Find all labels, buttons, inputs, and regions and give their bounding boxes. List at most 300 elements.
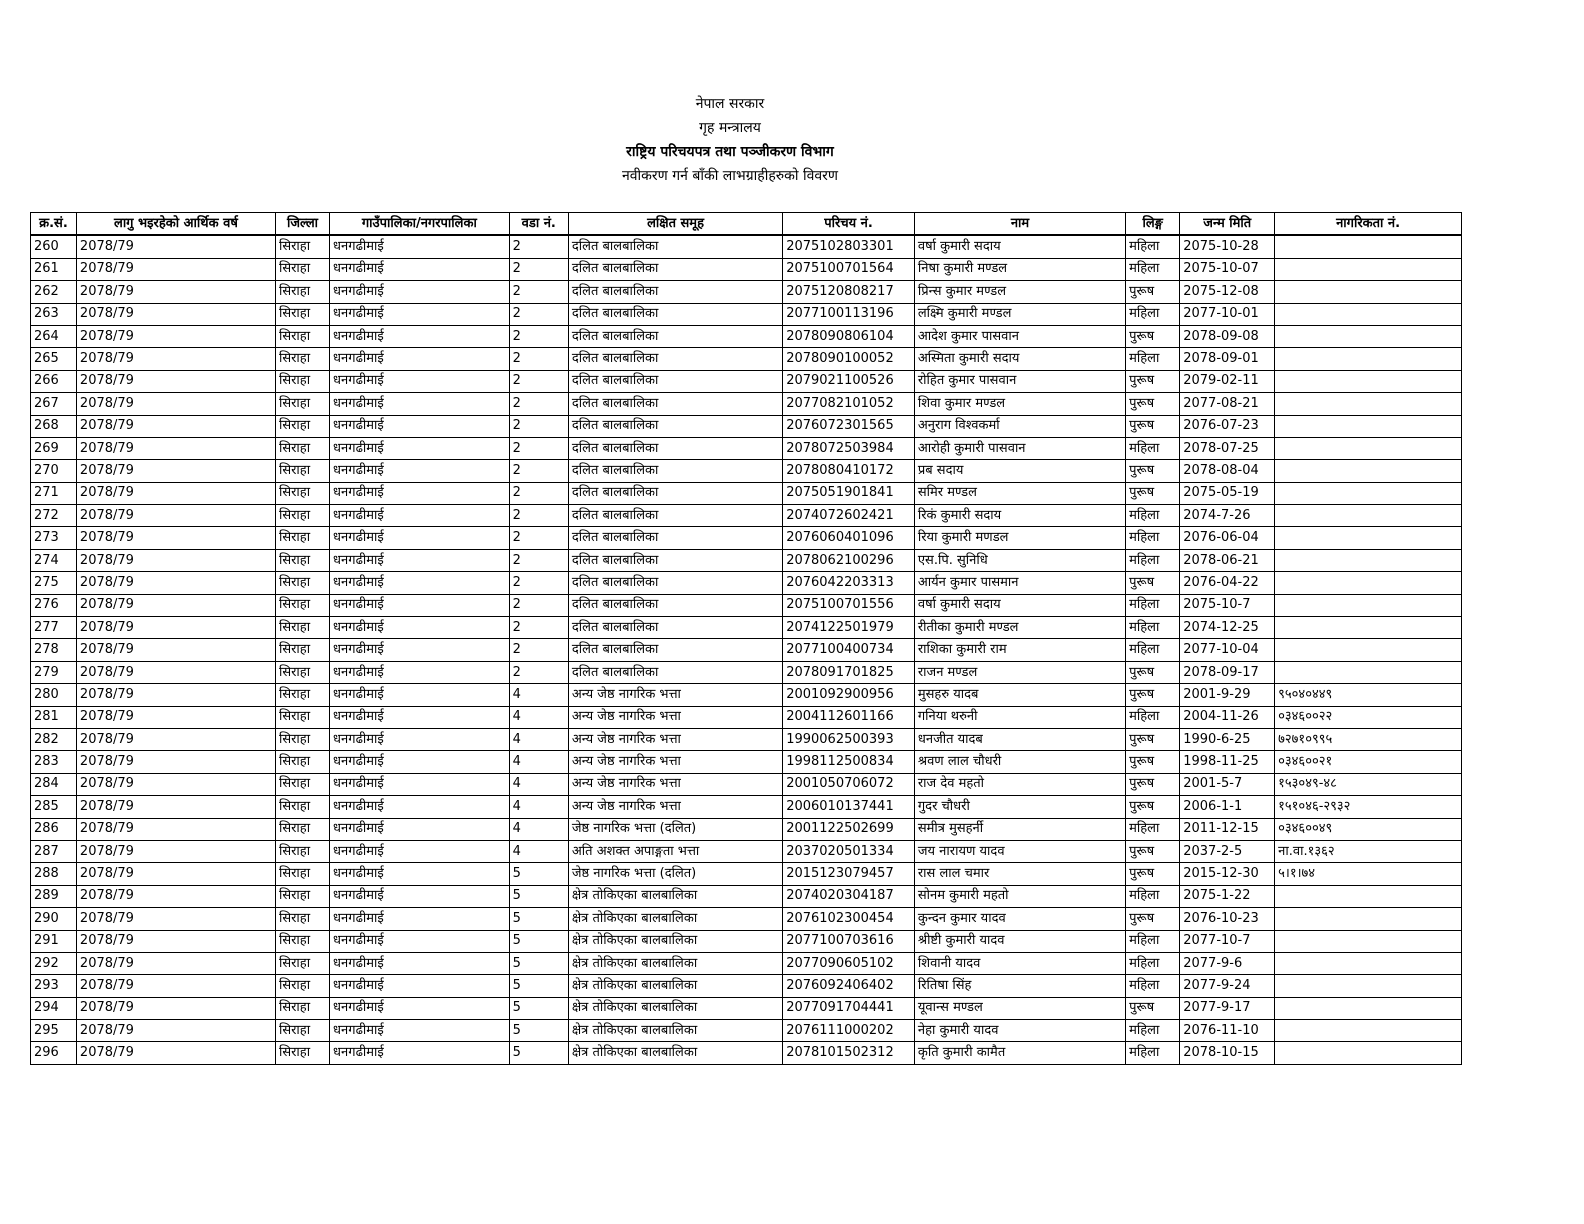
cell-id-number: 2078091701825 bbox=[783, 661, 915, 683]
cell-target-group: दलित बालबालिका bbox=[568, 572, 782, 594]
cell-birth-date: 2075-10-7 bbox=[1180, 594, 1275, 616]
cell-id-number: 2076060401096 bbox=[783, 527, 915, 549]
cell-birth-date: 2078-09-01 bbox=[1180, 348, 1275, 370]
cell-citizenship-number bbox=[1275, 460, 1462, 482]
header-department: राष्ट्रिय परिचयपत्र तथा पञ्जीकरण विभाग bbox=[626, 144, 834, 160]
cell-target-group: दलित बालबालिका bbox=[568, 281, 782, 303]
cell-target-group: क्षेत्र तोकिएका बालबालिका bbox=[568, 908, 782, 930]
cell-serial: 276 bbox=[31, 594, 77, 616]
cell-birth-date: 2077-10-7 bbox=[1180, 930, 1275, 952]
cell-id-number: 2076111000202 bbox=[783, 1020, 915, 1042]
cell-ward: 5 bbox=[509, 1042, 568, 1064]
cell-gender: महिला bbox=[1126, 706, 1180, 728]
cell-name: अस्मिता कुमारी सदाय bbox=[914, 348, 1125, 370]
cell-ward: 4 bbox=[509, 818, 568, 840]
cell-serial: 295 bbox=[31, 1020, 77, 1042]
cell-district: सिराहा bbox=[275, 885, 329, 907]
cell-citizenship-number bbox=[1275, 997, 1462, 1019]
cell-target-group: क्षेत्र तोकिएका बालबालिका bbox=[568, 930, 782, 952]
cell-fiscal-year: 2078/79 bbox=[76, 437, 275, 459]
cell-birth-date: 2077-9-6 bbox=[1180, 952, 1275, 974]
cell-ward: 2 bbox=[509, 437, 568, 459]
cell-target-group: क्षेत्र तोकिएका बालबालिका bbox=[568, 975, 782, 997]
cell-gender: महिला bbox=[1126, 303, 1180, 325]
cell-birth-date: 2078-09-08 bbox=[1180, 325, 1275, 347]
cell-name: राज देव महतो bbox=[914, 773, 1125, 795]
cell-gender: पुरूष bbox=[1126, 997, 1180, 1019]
cell-birth-date: 2076-04-22 bbox=[1180, 572, 1275, 594]
cell-birth-date: 2077-10-04 bbox=[1180, 639, 1275, 661]
table-row bbox=[31, 952, 1462, 974]
column-header-serial: क्र.सं. bbox=[31, 213, 77, 236]
cell-gender: महिला bbox=[1126, 818, 1180, 840]
cell-id-number: 2077100400734 bbox=[783, 639, 915, 661]
table-row bbox=[31, 773, 1462, 795]
cell-municipality: धनगढीमाई bbox=[330, 617, 510, 639]
cell-serial: 291 bbox=[31, 930, 77, 952]
cell-target-group: दलित बालबालिका bbox=[568, 370, 782, 392]
cell-citizenship-number bbox=[1275, 303, 1462, 325]
cell-district: सिराहा bbox=[275, 303, 329, 325]
cell-target-group: दलित बालबालिका bbox=[568, 348, 782, 370]
table-row bbox=[31, 885, 1462, 907]
cell-fiscal-year: 2078/79 bbox=[76, 617, 275, 639]
cell-target-group: दलित बालबालिका bbox=[568, 549, 782, 571]
cell-birth-date: 2078-09-17 bbox=[1180, 661, 1275, 683]
cell-target-group: दलित बालबालिका bbox=[568, 325, 782, 347]
cell-gender: पुरूष bbox=[1126, 415, 1180, 437]
cell-id-number: 2077100113196 bbox=[783, 303, 915, 325]
cell-gender: महिला bbox=[1126, 617, 1180, 639]
cell-birth-date: 2074-12-25 bbox=[1180, 617, 1275, 639]
cell-ward: 2 bbox=[509, 258, 568, 280]
cell-citizenship-number bbox=[1275, 549, 1462, 571]
cell-birth-date: 2075-05-19 bbox=[1180, 482, 1275, 504]
cell-name: जय नारायण यादव bbox=[914, 840, 1125, 862]
column-header-municipality: गाउँपालिका/नगरपालिका bbox=[330, 213, 510, 236]
cell-district: सिराहा bbox=[275, 773, 329, 795]
cell-id-number: 2074020304187 bbox=[783, 885, 915, 907]
cell-name: गनिया थरुनी bbox=[914, 706, 1125, 728]
cell-fiscal-year: 2078/79 bbox=[76, 235, 275, 258]
cell-citizenship-number bbox=[1275, 281, 1462, 303]
cell-name: आरोही कुमारी पासवान bbox=[914, 437, 1125, 459]
cell-target-group: क्षेत्र तोकिएका बालबालिका bbox=[568, 997, 782, 1019]
column-header-fiscal-year: लागु भइरहेको आर्थिक वर्ष bbox=[76, 213, 275, 236]
cell-municipality: धनगढीमाई bbox=[330, 773, 510, 795]
cell-name: कृति कुमारी कामैत bbox=[914, 1042, 1125, 1064]
cell-id-number: 2074122501979 bbox=[783, 617, 915, 639]
cell-serial: 290 bbox=[31, 908, 77, 930]
table-row bbox=[31, 728, 1462, 750]
cell-id-number: 2075100701556 bbox=[783, 594, 915, 616]
cell-name: रिया कुमारी मणडल bbox=[914, 527, 1125, 549]
cell-district: सिराहा bbox=[275, 393, 329, 415]
cell-id-number: 2001050706072 bbox=[783, 773, 915, 795]
document-header bbox=[0, 92, 1460, 188]
cell-municipality: धनगढीमाई bbox=[330, 661, 510, 683]
cell-gender: पुरूष bbox=[1126, 661, 1180, 683]
cell-target-group: दलित बालबालिका bbox=[568, 661, 782, 683]
cell-target-group: दलित बालबालिका bbox=[568, 617, 782, 639]
cell-citizenship-number bbox=[1275, 952, 1462, 974]
cell-birth-date: 2001-9-29 bbox=[1180, 684, 1275, 706]
column-header-citizenship-number: नागरिकता नं. bbox=[1275, 213, 1462, 236]
cell-fiscal-year: 2078/79 bbox=[76, 348, 275, 370]
cell-id-number: 2078090806104 bbox=[783, 325, 915, 347]
cell-fiscal-year: 2078/79 bbox=[76, 258, 275, 280]
cell-municipality: धनगढीमाई bbox=[330, 728, 510, 750]
cell-municipality: धनगढीमाई bbox=[330, 1020, 510, 1042]
cell-district: सिराहा bbox=[275, 706, 329, 728]
cell-serial: 283 bbox=[31, 751, 77, 773]
cell-id-number: 2076072301565 bbox=[783, 415, 915, 437]
table-row bbox=[31, 348, 1462, 370]
cell-serial: 271 bbox=[31, 482, 77, 504]
table-row bbox=[31, 303, 1462, 325]
cell-target-group: अन्य जेष्ठ नागरिक भत्ता bbox=[568, 751, 782, 773]
cell-serial: 272 bbox=[31, 505, 77, 527]
cell-id-number: 2015123079457 bbox=[783, 863, 915, 885]
cell-gender: महिला bbox=[1126, 258, 1180, 280]
cell-birth-date: 2077-10-01 bbox=[1180, 303, 1275, 325]
cell-birth-date: 2075-12-08 bbox=[1180, 281, 1275, 303]
cell-fiscal-year: 2078/79 bbox=[76, 863, 275, 885]
cell-district: सिराहा bbox=[275, 437, 329, 459]
cell-municipality: धनगढीमाई bbox=[330, 796, 510, 818]
cell-fiscal-year: 2078/79 bbox=[76, 549, 275, 571]
cell-target-group: दलित बालबालिका bbox=[568, 437, 782, 459]
cell-municipality: धनगढीमाई bbox=[330, 952, 510, 974]
cell-municipality: धनगढीमाई bbox=[330, 281, 510, 303]
cell-gender: पुरूष bbox=[1126, 840, 1180, 862]
cell-district: सिराहा bbox=[275, 415, 329, 437]
cell-district: सिराहा bbox=[275, 997, 329, 1019]
cell-name: लक्ष्मि कुमारी मण्डल bbox=[914, 303, 1125, 325]
cell-fiscal-year: 2078/79 bbox=[76, 773, 275, 795]
cell-municipality: धनगढीमाई bbox=[330, 460, 510, 482]
table-row bbox=[31, 617, 1462, 639]
cell-id-number: 2001092900956 bbox=[783, 684, 915, 706]
cell-municipality: धनगढीमाई bbox=[330, 527, 510, 549]
cell-ward: 2 bbox=[509, 661, 568, 683]
table-row bbox=[31, 505, 1462, 527]
cell-serial: 265 bbox=[31, 348, 77, 370]
cell-municipality: धनगढीमाई bbox=[330, 549, 510, 571]
cell-birth-date: 1998-11-25 bbox=[1180, 751, 1275, 773]
cell-target-group: दलित बालबालिका bbox=[568, 393, 782, 415]
cell-serial: 289 bbox=[31, 885, 77, 907]
cell-citizenship-number bbox=[1275, 437, 1462, 459]
cell-gender: पुरूष bbox=[1126, 572, 1180, 594]
cell-name: वर्षा कुमारी सदाय bbox=[914, 235, 1125, 258]
cell-serial: 261 bbox=[31, 258, 77, 280]
cell-ward: 2 bbox=[509, 460, 568, 482]
cell-municipality: धनगढीमाई bbox=[330, 482, 510, 504]
cell-gender: महिला bbox=[1126, 594, 1180, 616]
cell-id-number: 2076102300454 bbox=[783, 908, 915, 930]
cell-serial: 269 bbox=[31, 437, 77, 459]
cell-serial: 270 bbox=[31, 460, 77, 482]
cell-gender: पुरूष bbox=[1126, 728, 1180, 750]
cell-id-number: 2078062100296 bbox=[783, 549, 915, 571]
table-row bbox=[31, 482, 1462, 504]
cell-ward: 5 bbox=[509, 863, 568, 885]
table-row bbox=[31, 460, 1462, 482]
cell-id-number: 2079021100526 bbox=[783, 370, 915, 392]
cell-serial: 288 bbox=[31, 863, 77, 885]
cell-ward: 4 bbox=[509, 706, 568, 728]
cell-serial: 260 bbox=[31, 235, 77, 258]
cell-ward: 4 bbox=[509, 796, 568, 818]
column-header-id-number: परिचय नं. bbox=[783, 213, 915, 236]
cell-fiscal-year: 2078/79 bbox=[76, 930, 275, 952]
table-row bbox=[31, 415, 1462, 437]
cell-municipality: धनगढीमाई bbox=[330, 751, 510, 773]
table-row bbox=[31, 796, 1462, 818]
cell-ward: 2 bbox=[509, 594, 568, 616]
cell-district: सिराहा bbox=[275, 840, 329, 862]
cell-citizenship-number: १५१०४६-२९३२ bbox=[1275, 796, 1462, 818]
cell-citizenship-number bbox=[1275, 594, 1462, 616]
cell-birth-date: 2076-07-23 bbox=[1180, 415, 1275, 437]
cell-target-group: जेष्ठ नागरिक भत्ता (दलित) bbox=[568, 863, 782, 885]
cell-target-group: दलित बालबालिका bbox=[568, 527, 782, 549]
cell-serial: 280 bbox=[31, 684, 77, 706]
cell-district: सिराहा bbox=[275, 751, 329, 773]
cell-fiscal-year: 2078/79 bbox=[76, 505, 275, 527]
cell-gender: पुरूष bbox=[1126, 482, 1180, 504]
cell-target-group: दलित बालबालिका bbox=[568, 639, 782, 661]
table-row bbox=[31, 325, 1462, 347]
cell-serial: 273 bbox=[31, 527, 77, 549]
cell-ward: 5 bbox=[509, 885, 568, 907]
cell-district: सिराहा bbox=[275, 818, 329, 840]
cell-fiscal-year: 2078/79 bbox=[76, 460, 275, 482]
cell-gender: महिला bbox=[1126, 975, 1180, 997]
cell-municipality: धनगढीमाई bbox=[330, 415, 510, 437]
cell-fiscal-year: 2078/79 bbox=[76, 684, 275, 706]
table-row bbox=[31, 818, 1462, 840]
cell-citizenship-number: ०३४६००२१ bbox=[1275, 751, 1462, 773]
cell-district: सिराहा bbox=[275, 1042, 329, 1064]
cell-citizenship-number: ५।१।७४ bbox=[1275, 863, 1462, 885]
cell-birth-date: 2078-06-21 bbox=[1180, 549, 1275, 571]
cell-gender: महिला bbox=[1126, 885, 1180, 907]
cell-birth-date: 2076-11-10 bbox=[1180, 1020, 1275, 1042]
table-row bbox=[31, 863, 1462, 885]
cell-gender: महिला bbox=[1126, 1042, 1180, 1064]
table-row bbox=[31, 997, 1462, 1019]
cell-birth-date: 2075-10-07 bbox=[1180, 258, 1275, 280]
cell-gender: पुरूष bbox=[1126, 281, 1180, 303]
cell-name: रिकं कुमारी सदाय bbox=[914, 505, 1125, 527]
cell-serial: 293 bbox=[31, 975, 77, 997]
cell-target-group: दलित बालबालिका bbox=[568, 415, 782, 437]
cell-target-group: दलित बालबालिका bbox=[568, 594, 782, 616]
cell-gender: महिला bbox=[1126, 348, 1180, 370]
cell-name: वर्षा कुमारी सदाय bbox=[914, 594, 1125, 616]
cell-gender: महिला bbox=[1126, 235, 1180, 258]
table-row bbox=[31, 908, 1462, 930]
cell-target-group: अन्य जेष्ठ नागरिक भत्ता bbox=[568, 684, 782, 706]
cell-target-group: दलित बालबालिका bbox=[568, 482, 782, 504]
cell-municipality: धनगढीमाई bbox=[330, 908, 510, 930]
table-row bbox=[31, 258, 1462, 280]
cell-citizenship-number bbox=[1275, 661, 1462, 683]
cell-ward: 2 bbox=[509, 325, 568, 347]
cell-citizenship-number bbox=[1275, 415, 1462, 437]
cell-fiscal-year: 2078/79 bbox=[76, 527, 275, 549]
cell-id-number: 2078080410172 bbox=[783, 460, 915, 482]
cell-district: सिराहा bbox=[275, 661, 329, 683]
table-header-row bbox=[31, 213, 1462, 236]
cell-name: आर्यन कुमार पासमान bbox=[914, 572, 1125, 594]
cell-citizenship-number bbox=[1275, 348, 1462, 370]
column-header-target-group: लक्षित समूह bbox=[568, 213, 782, 236]
cell-id-number: 2076092406402 bbox=[783, 975, 915, 997]
cell-gender: पुरूष bbox=[1126, 751, 1180, 773]
cell-birth-date: 2074-7-26 bbox=[1180, 505, 1275, 527]
cell-birth-date: 2015-12-30 bbox=[1180, 863, 1275, 885]
cell-serial: 266 bbox=[31, 370, 77, 392]
cell-fiscal-year: 2078/79 bbox=[76, 997, 275, 1019]
cell-fiscal-year: 2078/79 bbox=[76, 818, 275, 840]
cell-serial: 263 bbox=[31, 303, 77, 325]
cell-birth-date: 2076-06-04 bbox=[1180, 527, 1275, 549]
column-header-birth-date: जन्म मिति bbox=[1180, 213, 1275, 236]
cell-district: सिराहा bbox=[275, 684, 329, 706]
cell-serial: 277 bbox=[31, 617, 77, 639]
cell-fiscal-year: 2078/79 bbox=[76, 975, 275, 997]
cell-id-number: 2077082101052 bbox=[783, 393, 915, 415]
cell-gender: महिला bbox=[1126, 549, 1180, 571]
table-row bbox=[31, 370, 1462, 392]
cell-municipality: धनगढीमाई bbox=[330, 1042, 510, 1064]
cell-name: शिवानी यादव bbox=[914, 952, 1125, 974]
cell-fiscal-year: 2078/79 bbox=[76, 840, 275, 862]
cell-target-group: दलित बालबालिका bbox=[568, 235, 782, 258]
table-row bbox=[31, 840, 1462, 862]
table-row bbox=[31, 527, 1462, 549]
cell-id-number: 2006010137441 bbox=[783, 796, 915, 818]
cell-fiscal-year: 2078/79 bbox=[76, 1020, 275, 1042]
cell-serial: 267 bbox=[31, 393, 77, 415]
cell-id-number: 2001122502699 bbox=[783, 818, 915, 840]
cell-municipality: धनगढीमाई bbox=[330, 997, 510, 1019]
cell-name: कुन्दन कुमार यादव bbox=[914, 908, 1125, 930]
cell-district: सिराहा bbox=[275, 505, 329, 527]
cell-ward: 5 bbox=[509, 908, 568, 930]
cell-fiscal-year: 2078/79 bbox=[76, 796, 275, 818]
cell-district: सिराहा bbox=[275, 617, 329, 639]
column-header-name: नाम bbox=[914, 213, 1125, 236]
cell-name: समीत्र मुसहर्नी bbox=[914, 818, 1125, 840]
cell-ward: 4 bbox=[509, 773, 568, 795]
cell-gender: पुरूष bbox=[1126, 863, 1180, 885]
cell-gender: महिला bbox=[1126, 1020, 1180, 1042]
cell-name: रितिषा सिंह bbox=[914, 975, 1125, 997]
cell-municipality: धनगढीमाई bbox=[330, 706, 510, 728]
cell-ward: 2 bbox=[509, 370, 568, 392]
cell-id-number: 2077091704441 bbox=[783, 997, 915, 1019]
table-row bbox=[31, 437, 1462, 459]
cell-birth-date: 1990-6-25 bbox=[1180, 728, 1275, 750]
table-row bbox=[31, 684, 1462, 706]
cell-birth-date: 2037-2-5 bbox=[1180, 840, 1275, 862]
table-row bbox=[31, 281, 1462, 303]
cell-gender: महिला bbox=[1126, 952, 1180, 974]
cell-id-number: 2078090100052 bbox=[783, 348, 915, 370]
cell-citizenship-number: ०३४६००२२ bbox=[1275, 706, 1462, 728]
cell-municipality: धनगढीमाई bbox=[330, 930, 510, 952]
cell-id-number: 2075051901841 bbox=[783, 482, 915, 504]
cell-citizenship-number: ९५०४०४४९ bbox=[1275, 684, 1462, 706]
cell-id-number: 2075120808217 bbox=[783, 281, 915, 303]
cell-id-number: 2076042203313 bbox=[783, 572, 915, 594]
cell-name: धनजीत यादब bbox=[914, 728, 1125, 750]
cell-name: रीतीका कुमारी मण्डल bbox=[914, 617, 1125, 639]
cell-municipality: धनगढीमाई bbox=[330, 684, 510, 706]
cell-name: प्रिन्स कुमार मण्डल bbox=[914, 281, 1125, 303]
table-body bbox=[31, 235, 1462, 1064]
cell-citizenship-number bbox=[1275, 617, 1462, 639]
cell-gender: महिला bbox=[1126, 527, 1180, 549]
cell-birth-date: 2078-08-04 bbox=[1180, 460, 1275, 482]
cell-serial: 279 bbox=[31, 661, 77, 683]
cell-serial: 262 bbox=[31, 281, 77, 303]
cell-target-group: दलित बालबालिका bbox=[568, 460, 782, 482]
column-header-gender: लिङ्ग bbox=[1126, 213, 1180, 236]
cell-municipality: धनगढीमाई bbox=[330, 639, 510, 661]
cell-birth-date: 2077-08-21 bbox=[1180, 393, 1275, 415]
cell-serial: 281 bbox=[31, 706, 77, 728]
cell-citizenship-number: ७२७१०९९५ bbox=[1275, 728, 1462, 750]
cell-serial: 296 bbox=[31, 1042, 77, 1064]
cell-id-number: 1998112500834 bbox=[783, 751, 915, 773]
cell-ward: 2 bbox=[509, 235, 568, 258]
cell-fiscal-year: 2078/79 bbox=[76, 370, 275, 392]
cell-id-number: 2074072602421 bbox=[783, 505, 915, 527]
cell-citizenship-number bbox=[1275, 639, 1462, 661]
cell-municipality: धनगढीमाई bbox=[330, 818, 510, 840]
cell-municipality: धनगढीमाई bbox=[330, 437, 510, 459]
cell-district: सिराहा bbox=[275, 482, 329, 504]
cell-target-group: अन्य जेष्ठ नागरिक भत्ता bbox=[568, 728, 782, 750]
cell-name: आदेश कुमार पासवान bbox=[914, 325, 1125, 347]
cell-ward: 2 bbox=[509, 617, 568, 639]
table-row bbox=[31, 235, 1462, 258]
cell-fiscal-year: 2078/79 bbox=[76, 281, 275, 303]
cell-municipality: धनगढीमाई bbox=[330, 258, 510, 280]
cell-fiscal-year: 2078/79 bbox=[76, 415, 275, 437]
cell-fiscal-year: 2078/79 bbox=[76, 303, 275, 325]
header-ministry: गृह मन्त्रालय bbox=[699, 120, 761, 136]
table-row bbox=[31, 1042, 1462, 1064]
cell-fiscal-year: 2078/79 bbox=[76, 908, 275, 930]
cell-name: एस.पि. सुनिधि bbox=[914, 549, 1125, 571]
cell-fiscal-year: 2078/79 bbox=[76, 885, 275, 907]
cell-gender: महिला bbox=[1126, 930, 1180, 952]
cell-ward: 5 bbox=[509, 1020, 568, 1042]
cell-citizenship-number: ना.वा.१३६२ bbox=[1275, 840, 1462, 862]
cell-district: सिराहा bbox=[275, 728, 329, 750]
cell-gender: महिला bbox=[1126, 437, 1180, 459]
cell-fiscal-year: 2078/79 bbox=[76, 393, 275, 415]
cell-district: सिराहा bbox=[275, 370, 329, 392]
cell-name: मुसहरु यादब bbox=[914, 684, 1125, 706]
cell-municipality: धनगढीमाई bbox=[330, 505, 510, 527]
